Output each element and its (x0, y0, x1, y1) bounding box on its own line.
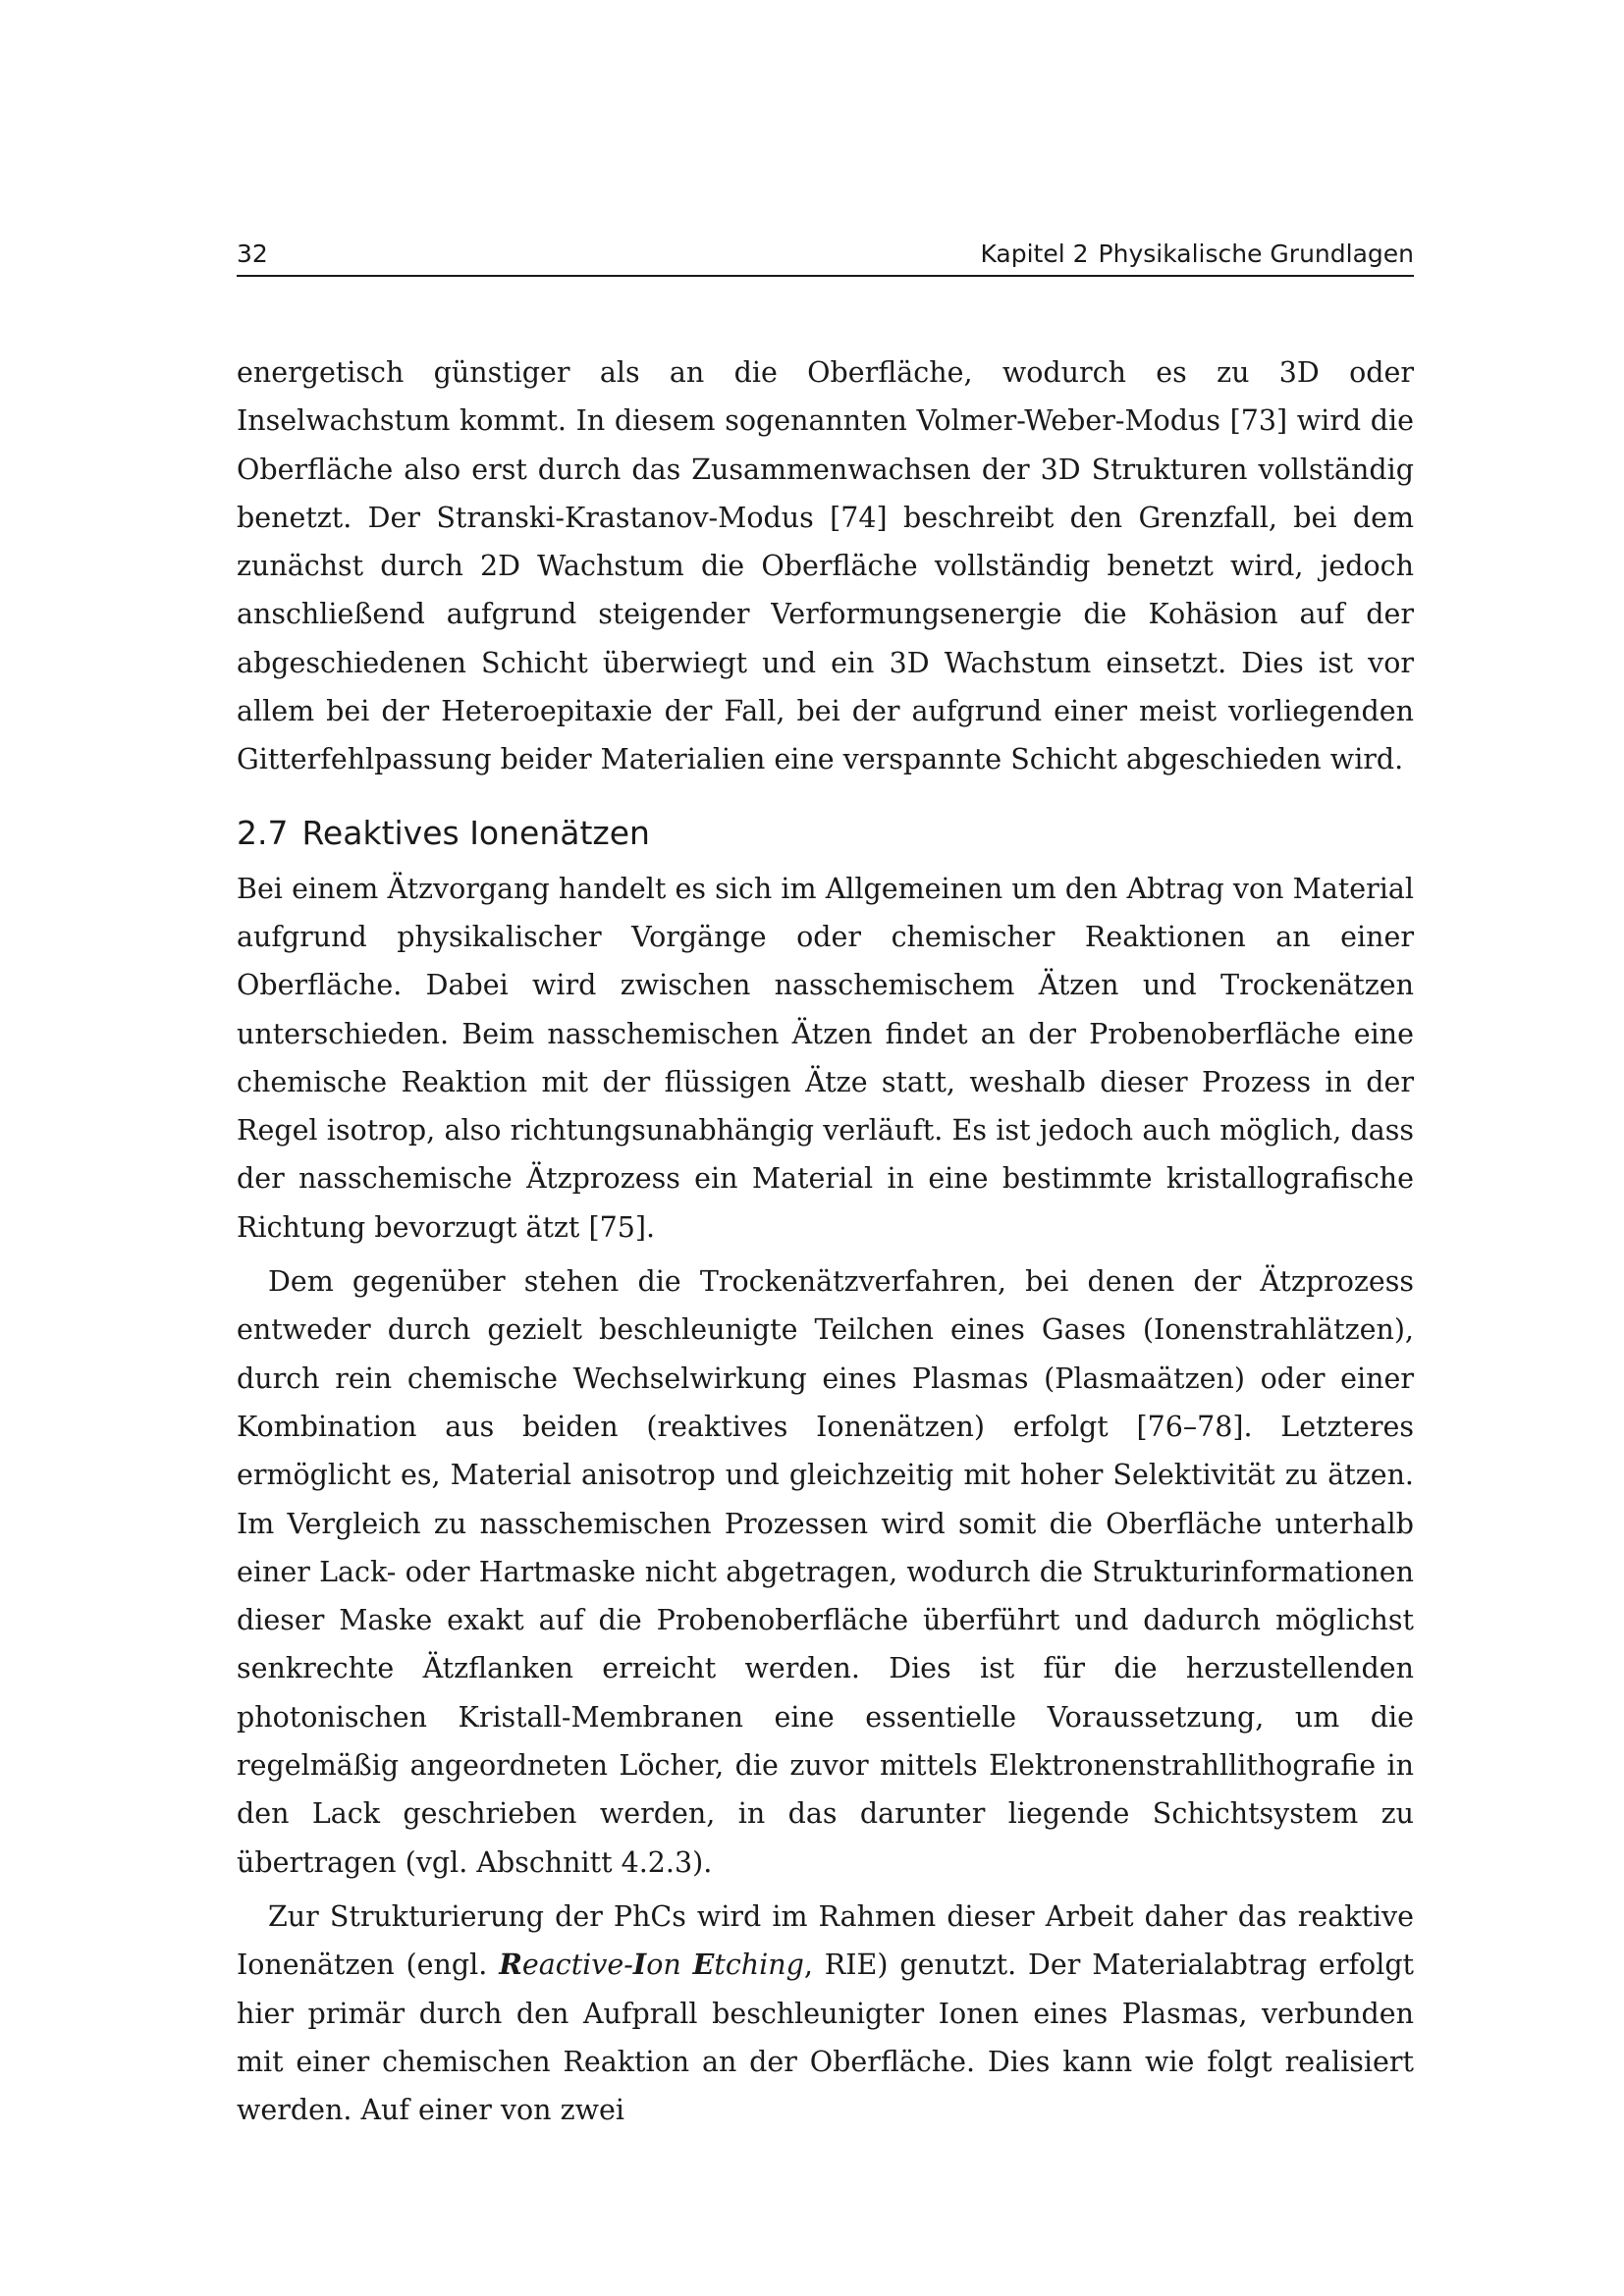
paragraph-text: Zur Strukturierung der PhCs wird im Rahmen dieser Arbeit daher das reaktive Ionenätzen (engl. (237, 1899, 1414, 1982)
paragraph-text: , RIE) genutzt. Der Materialabtrag erfolgt hier primär durch den Aufprall beschleunigter Ionen eines Plasmas, verbunden mit einer chemischen Reaktion an der Oberfläche. Dies kann wie folgt realisiert werden. Auf einer von zwei (237, 1949, 1415, 2127)
paragraph: Bei einem Ätzvorgang handelt es sich im Allgemeinen um den Abtrag von Material aufgrund physikalischer Vorgänge oder chemischer Reaktionen an einer Oberfläche. Dabei wird zwischen nasschemischem Ätzen und Trockenätzen unterschieden. Beim nasschemischen Ätzen findet an der Probenoberfläche eine chemische Reaktion mit der flüssigen Ätze statt, weshalb dieser Prozess in der Regel isotrop, also richtungsunabhängig verläuft. Es ist jedoch auch möglich, dass der nasschemische Ätzprozess ein Material in eine bestimmte kristallografische Richtung bevorzugt ätzt [75]. (237, 872, 1414, 1244)
paragraph (237, 1893, 1414, 2134)
chapter-label: Kapitel 2 (980, 240, 1089, 268)
body-text (237, 348, 1414, 2134)
page-header (237, 236, 1414, 277)
paragraph: energetisch günstiger als an die Oberfläche, wodurch es zu 3D oder Inselwachstum kommt. In diesem sogenannten Volmer-Weber-Modus [73] wird die Oberfläche also erst durch das Zusammenwachsen der 3D Strukturen vollständig benetzt. Der Stranski-Krastanov-Modus [74] beschreibt den Grenzfall, bei dem zunächst durch 2D Wachstum die Oberfläche vollständig benetzt wird, jedoch anschließend aufgrund steigender Verformungsenergie die Kohäsion auf der abgeschiedenen Schicht überwiegt und ein 3D Wachstum einsetzt. Dies ist vor allem bei der Heteroepitaxie der Fall, bei der aufgrund einer meist vorliegenden Gitterfehlpassung beider Materialien eine verspannte Schicht abgeschieden wird. (237, 356, 1414, 776)
section-heading (237, 814, 1414, 853)
section-title: Reaktives Ionenätzen (301, 813, 650, 852)
emphasized-term: Reactive-Ion Etching (499, 1948, 804, 1982)
page-number: 32 (237, 240, 268, 268)
paragraph: Dem gegenüber stehen die Trockenätzverfahren, bei denen der Ätzprozess entweder durch gezielt beschleunigte Teilchen eines Gases (Ionenstrahlätzen), durch rein chemische Wechselwirkung eines Plasmas (Plasmaätzen) oder einer Kombination aus beiden (reaktives Ionenätzen) erfolgt [76–78]. Letzteres ermöglicht es, Material anisotrop und gleichzeitig mit hoher Selektivität zu ätzen. Im Vergleich zu nasschemischen Prozessen wird somit die Oberfläche unterhalb einer Lack- oder Hartmaske nicht abgetragen, wodurch die Strukturinformationen dieser Maske exakt auf die Probenoberfläche überführt und dadurch möglichst senkrechte Ätzflanken erreicht werden. Dies ist für die herzustellenden photonischen Kristall-Membranen eine essentielle Voraussetzung, um die regelmäßig angeordneten Löcher, die zuvor mittels Elektronenstrahllithografie in den Lack geschrieben werden, in das darunter liegende Schichtsystem zu übertragen (vgl. Abschnitt 4.2.3). (237, 1265, 1414, 1879)
section-number: 2.7 (237, 813, 289, 852)
chapter-title: Physikalische Grundlagen (1098, 240, 1414, 268)
running-head (980, 240, 1414, 268)
